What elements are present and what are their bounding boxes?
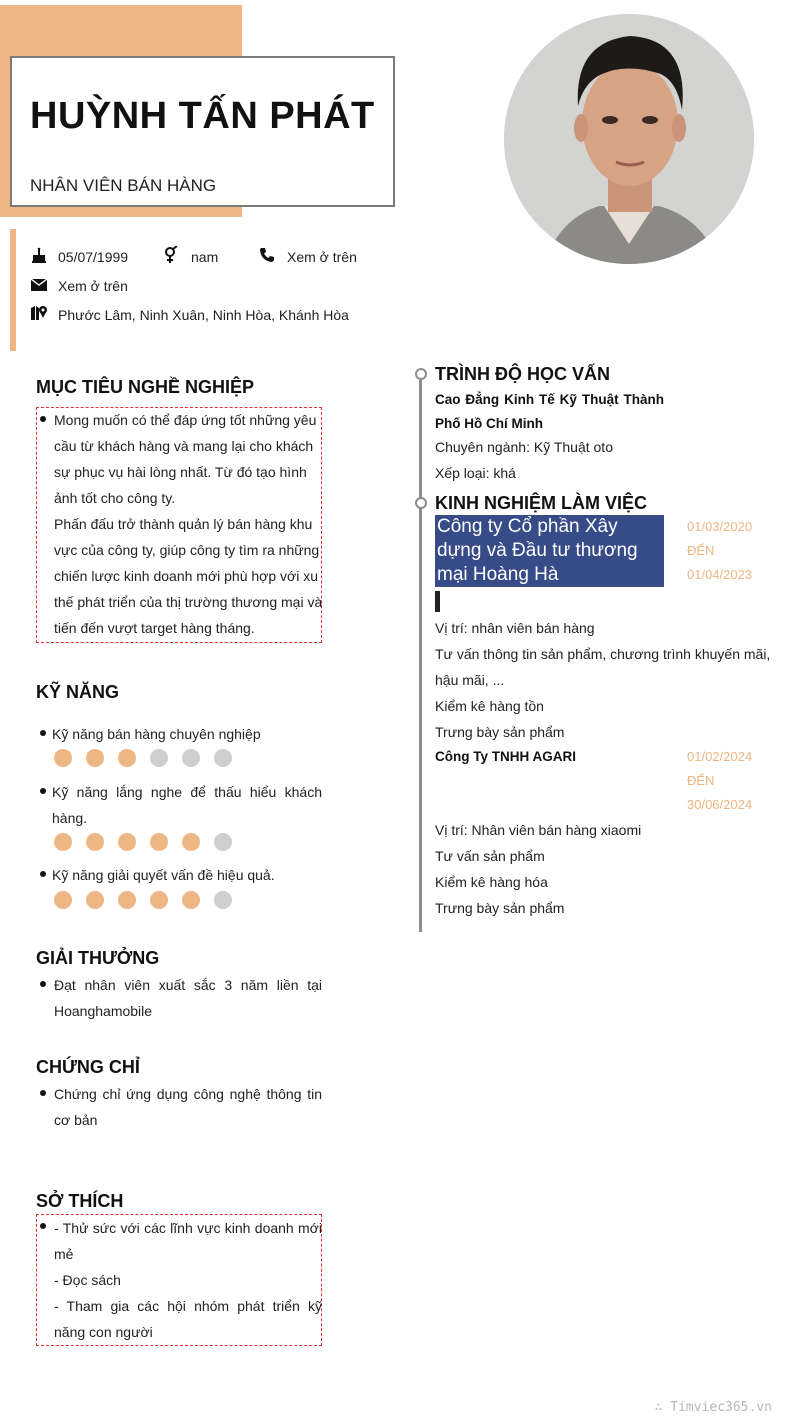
avatar-illustration [504,14,754,264]
hobbies-title: SỞ THÍCH [36,1191,124,1211]
skill-rating-dot [54,833,72,851]
bullet-circle-icon [40,788,46,794]
school-name-cont: Phố Hồ Chí Minh [435,416,543,431]
job-start-date: 01/02/2024 [687,749,753,764]
award-line: Đạt nhân viên xuất sắc 3 năm liền tại [54,977,322,993]
hobby-line: năng con người [54,1324,153,1340]
skill-name: Kỹ năng bán hàng chuyên nghiệp [52,726,261,742]
skill-rating-dot [86,833,104,851]
objective-line: cầu từ khách hàng và mang lại cho khách [54,438,314,454]
objective-line: chiến lược kinh doanh mới phù hợp với xu [54,568,319,584]
watermark-text: ∴ Timviec365.vn [654,1400,772,1415]
certificate-line: Chứng chỉ ứng dụng công nghệ thông tin [54,1086,322,1102]
job-end-date: 30/06/2024 [687,797,753,812]
phone-text: Xem ở trên [287,249,357,265]
skill-rating-dot [118,749,136,767]
objective-line: Phấn đấu trở thành quản lý bán hàng khu [54,516,313,532]
cake-icon [30,246,48,264]
gender-text: nam [191,249,219,265]
hobby-line: - Đọc sách [54,1272,121,1288]
education-title: TRÌNH ĐỘ HỌC VẤN [435,364,610,384]
text-cursor [435,591,440,612]
objective-line: ảnh tốt cho công ty. [54,490,176,506]
skill-rating-dot [86,749,104,767]
company-name-highlighted[interactable]: Công ty Cổ phần Xây dựng và Đầu tư thương mại Hoàng Hà [435,515,664,587]
skill-rating-dot [118,833,136,851]
email-icon [30,276,48,294]
objective-line: thế phát triển của thị trường thương mại và [54,594,322,610]
objective-line: sự phục vụ hài lòng nhất. Từ đó tạo hình [54,464,307,480]
objective-line: Mong muốn có thể đáp ứng tốt những yêu [54,412,317,428]
experience-title: KINH NGHIỆM LÀM VIỆC [435,493,648,513]
skill-rating-dot [54,749,72,767]
skill-rating-dot [214,833,232,851]
objective-title: MỤC TIÊU NGHỀ NGHIỆP [36,377,255,397]
job-detail-line: Trưng bày sản phẩm [435,724,565,740]
skill-name-cont: hàng. [52,810,88,826]
bullet-circle-icon [40,1090,46,1096]
phone-icon [258,246,276,264]
education-major: Chuyên ngành: Kỹ Thuật oto [435,439,613,455]
skills-title: KỸ NĂNG [36,682,120,702]
skill-rating-dot [214,891,232,909]
school-name: Cao Đẳng Kinh Tế Kỹ Thuật Thành [435,392,664,407]
certificates-title: CHỨNG CHỈ [36,1057,140,1077]
profile-photo [504,14,754,264]
job-title: NHÂN VIÊN BÁN HÀNG [30,176,217,195]
company-name: Công Ty TNHH AGARI [435,749,576,764]
timeline-line [419,380,422,932]
education-rank: Xếp loại: khá [435,465,516,481]
awards-title: GIẢI THƯỞNG [36,948,160,968]
timeline-circle-icon [415,497,427,509]
skill-rating-dot [118,891,136,909]
job-date-to: ĐẾN [687,543,715,558]
job-detail-line: Kiểm kê hàng tồn [435,698,544,714]
skill-rating [54,833,244,851]
gender-icon [162,246,180,264]
bullet-circle-icon [40,416,46,422]
skill-rating-dot [86,891,104,909]
job-detail-line: Kiểm kê hàng hóa [435,874,548,890]
job-start-date: 01/03/2020 [687,519,753,534]
skill-rating-dot [54,891,72,909]
job-end-date: 01/04/2023 [687,567,753,582]
bullet-circle-icon [40,871,46,877]
skill-rating-dot [214,749,232,767]
skill-rating-dot [150,833,168,851]
candidate-name: HUỲNH TẤN PHÁT [30,95,375,137]
skill-rating [54,891,244,909]
job-detail [435,817,641,921]
address-text: Phước Lâm, Ninh Xuân, Ninh Hòa, Khánh Hòa [58,307,349,323]
hobby-line: - Tham gia các hội nhóm phát triển kỹ [54,1298,322,1314]
skill-rating-dot [182,891,200,909]
skill-rating-dot [150,749,168,767]
skill-rating-dot [182,749,200,767]
skill-name: Kỹ năng lắng nghe để thấu hiểu khách [52,784,322,800]
hobby-line: mẻ [54,1246,74,1262]
job-detail-line: Tư vấn thông tin sản phẩm, chương trình khuyến mãi, [435,646,771,662]
skill-rating-dot [150,891,168,909]
certificate-line: cơ bản [54,1112,98,1128]
job-detail-line: hậu mãi, ... [435,672,505,688]
skill-rating [54,749,244,767]
job-detail-line: Trưng bày sản phẩm [435,900,565,916]
job-detail-line: Vị trí: Nhân viên bán hàng xiaomi [435,822,642,838]
award-line: Hoanghamobile [54,1003,153,1019]
email-text: Xem ở trên [58,278,128,294]
hobby-line: - Thử sức với các lĩnh vực kinh doanh mới [54,1220,322,1236]
skill-name: Kỹ năng giải quyết vấn đề hiệu quả. [52,867,275,883]
timeline-circle-icon [415,368,427,380]
job-date-to: ĐẾN [687,773,715,788]
map-pin-icon [30,304,48,322]
skill-rating-dot [182,833,200,851]
objective-text [54,407,322,641]
job-detail-line: Vị trí: nhân viên bán hàng [435,620,595,636]
job-detail-line: Tư vấn sản phẩm [435,848,545,864]
bullet-circle-icon [40,1223,46,1229]
bullet-circle-icon [40,981,46,987]
birthday-text: 05/07/1999 [58,249,129,265]
job-detail [435,615,770,745]
contact-accent-bar [10,229,16,351]
bullet-circle-icon [40,730,46,736]
hobbies-text [54,1215,322,1345]
objective-line: vực của công ty, giúp công ty tìm ra những [54,542,320,558]
objective-line: tiến đến vượt target hàng tháng. [54,620,255,636]
